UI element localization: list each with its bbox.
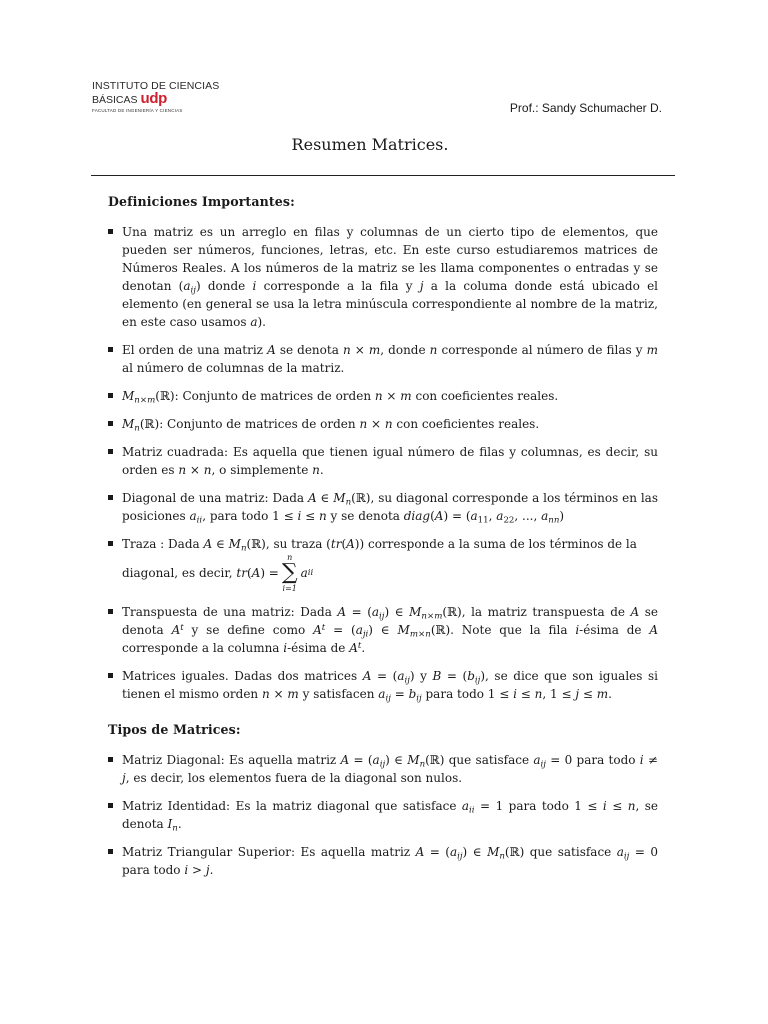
definition-item-mn: $M_n(ℝ)$: Conjunto de matrices de orden n × n con coeficientes reales. (108, 415, 658, 433)
definition-item-matriz: Una matriz es un arreglo en filas y columnas de un cierto tipo de elementos, que pueden ser números, funciones, letras, etc. En este curso estudiaremos matrices de Números Reales. A los números de la matriz se les llama componentes o entradas y se denotan $(a_{ij})$ donde i corresponde a la fila y j a la columa donde está ubicado el elemento (en general se usa la letra minúscula correspondiente al nombre de la matriz, en este caso usamos a). (108, 223, 658, 331)
document-body (108, 193, 658, 897)
types-list (108, 751, 658, 879)
definitions-heading: Definiciones Importantes: (108, 194, 295, 209)
logo-basicas: BÁSICAS (92, 94, 138, 106)
sum-symbol: n ∑ i=1 (281, 553, 298, 593)
type-item-triangular-superior: Matriz Triangular Superior: Es aquella matriz $A = (a_{ij})$ ∈ $M_n(ℝ)$ que satisface $a_{ij} = 0$ para todo i > j. (108, 843, 658, 879)
bullet-icon (108, 849, 113, 854)
bullet-icon (108, 495, 113, 500)
bullet-icon (108, 449, 113, 454)
definition-item-diagonal: Diagonal de una matriz: Dada A ∈ $M_n(ℝ)$, su diagonal corresponde a los términos en las posiciones $a_{ii}$, para todo 1 ≤ i ≤ n y se denota diag(A) = ($a_{11}$, $a_{22}$, ..., $a_{nn}$) (108, 489, 658, 525)
definition-item-transpuesta: Transpuesta de una matriz: Dada $A = (a_{ij})$ ∈ $M_{n\times m}(ℝ)$, la matriz transpuesta de A se denota $A^t$ y se define como $A^t = (a_{ji})$ ∈ $M_{m\times n}(ℝ)$. Note que la fila i-ésima de A corresponde a la columna i-ésima de $A^t$. (108, 603, 658, 657)
types-heading: Tipos de Matrices: (108, 722, 241, 737)
title-divider (91, 175, 675, 176)
bullet-icon (108, 541, 113, 546)
bullet-icon (108, 803, 113, 808)
type-item-identidad: Matriz Identidad: Es la matriz diagonal que satisface $a_{ii} = 1$ para todo 1 ≤ i ≤ n, se denota $I_n$. (108, 797, 658, 833)
bullet-icon (108, 673, 113, 678)
page-title: Resumen Matrices. (291, 135, 449, 154)
trace-formula: diagonal, es decir, tr ( A ) = n ∑ i=1 a ii (122, 553, 314, 593)
bullet-icon (108, 229, 113, 234)
definition-item-mnm: $M_{n\times m}(ℝ)$: Conjunto de matrices de orden n × m con coeficientes reales. (108, 387, 658, 405)
bullet-icon (108, 393, 113, 398)
definition-item-cuadrada: Matriz cuadrada: Es aquella que tienen igual número de filas y columnas, es decir, su orden es n × n, o simplemente n. (108, 443, 658, 479)
logo-line-3: FACULTAD DE INGENIERÍA Y CIENCIAS (92, 108, 183, 113)
definition-item-iguales: Matrices iguales. Dadas dos matrices $A = (a_{ij})$ y $B = (b_{ij})$, se dice que son iguales si tienen el mismo orden n × m y satisfacen $a_{ij} = b_{ij}$ para todo 1 ≤ i ≤ n, 1 ≤ j ≤ m. (108, 667, 658, 703)
logo-brand: udp (140, 90, 168, 107)
bullet-icon (108, 757, 113, 762)
logo-line-1: INSTITUTO DE CIENCIAS (92, 80, 220, 92)
bullet-icon (108, 347, 113, 352)
type-item-diagonal: Matriz Diagonal: Es aquella matriz $A = (a_{ij})$ ∈ $M_n(ℝ)$ que satisface $a_{ij} = 0$ para todo i ≠ j, es decir, los elementos fuera de la diagonal son nulos. (108, 751, 658, 787)
institution-logo (92, 80, 232, 114)
definitions-list (108, 223, 658, 703)
bullet-icon (108, 609, 113, 614)
professor-name: Prof.: Sandy Schumacher D. (509, 101, 662, 115)
logo-line-2 (92, 92, 232, 107)
definition-item-orden: El orden de una matriz A se denota n × m, donde n corresponde al número de filas y m al número de columnas de la matriz. (108, 341, 658, 377)
definition-item-traza: Traza : Dada A ∈ $M_n(ℝ)$, su traza (tr(A)) corresponde a la suma de los términos de la diagonal, es decir, tr ( A ) = n ∑ i=1 a ii (108, 535, 658, 593)
bullet-icon (108, 421, 113, 426)
